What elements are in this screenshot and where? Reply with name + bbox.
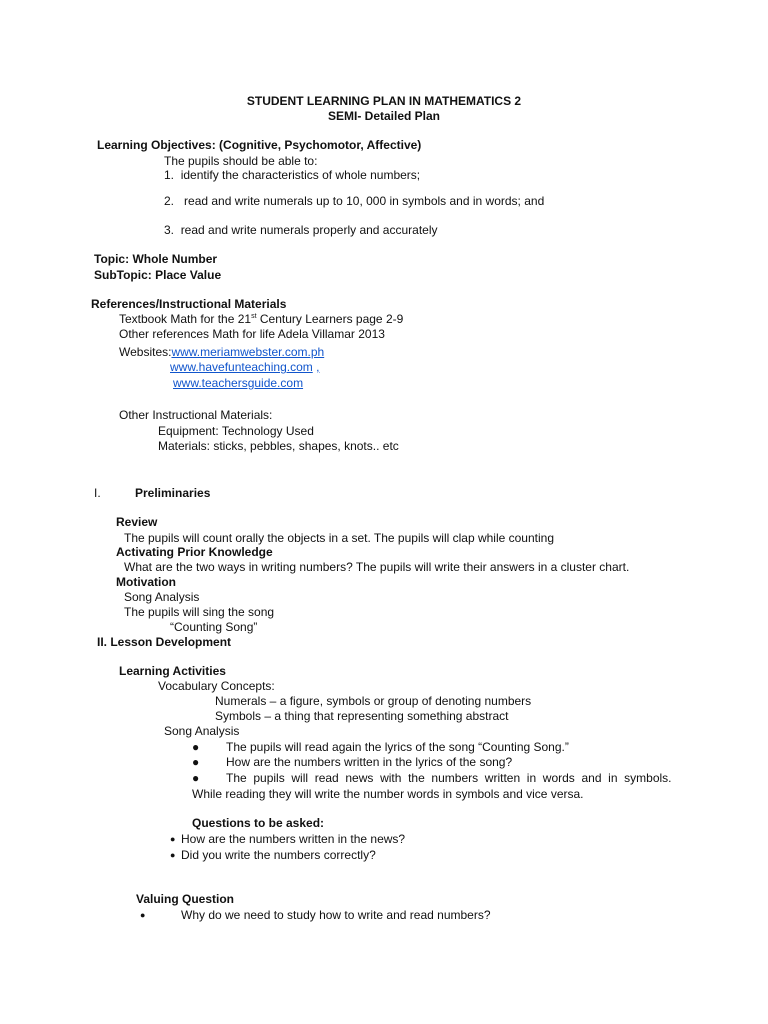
bullet-icon: ● xyxy=(170,850,176,860)
list-item-continuation: While reading they will write the number words in symbols and vice versa. xyxy=(192,787,584,801)
questions-heading: Questions to be asked: xyxy=(192,816,325,830)
document-title: STUDENT LEARNING PLAN IN MATHEMATICS 2 xyxy=(246,94,522,108)
review-heading: Review xyxy=(116,515,158,529)
objective-number: 2. xyxy=(164,194,175,208)
list-item: The pupils will read again the lyrics of the song “Counting Song.” xyxy=(226,740,569,754)
objectives-heading: Learning Objectives: (Cognitive, Psychomotor, Affective) xyxy=(97,138,422,152)
question-item: Did you write the numbers correctly? xyxy=(181,848,376,862)
bullet-icon: ● xyxy=(170,834,176,844)
motivation-line: “Counting Song” xyxy=(170,620,258,634)
vocabulary-item: Numerals – a figure, symbols or group of denoting numbers xyxy=(215,694,532,708)
other-materials-label: Other Instructional Materials: xyxy=(119,408,273,422)
question-item: How are the numbers written in the news? xyxy=(181,832,406,846)
objective-text: read and write numerals up to 10, 000 in symbols and in words; and xyxy=(184,194,545,208)
objective-item xyxy=(164,168,420,183)
vocabulary-item: Symbols – a thing that representing something abstract xyxy=(215,709,509,723)
preliminaries-heading: Preliminaries xyxy=(135,486,211,500)
website-link-meriamwebster[interactable]: www.meriamwebster.com.ph xyxy=(171,345,325,359)
section-numeral: I. xyxy=(94,486,101,500)
bullet-icon: ● xyxy=(192,740,200,754)
objective-item xyxy=(164,223,438,238)
song-analysis-label: Song Analysis xyxy=(164,724,240,738)
bullet-icon: ● xyxy=(140,910,146,920)
topic-line: Topic: Whole Number xyxy=(94,252,218,266)
bullet-icon: ● xyxy=(192,771,200,785)
materials-line: Materials: sticks, pebbles, shapes, knots.. etc xyxy=(158,439,399,453)
textbook-reference: Textbook Math for the 21st Century Learners page 2-9 xyxy=(119,312,404,326)
valuing-question: Why do we need to study how to write and read numbers? xyxy=(181,908,491,922)
ordinal-suffix: st xyxy=(251,313,257,320)
other-reference: Other references Math for life Adela Villamar 2013 xyxy=(119,327,385,341)
vocabulary-label: Vocabulary Concepts: xyxy=(158,679,275,693)
objective-number: 1. xyxy=(164,168,175,182)
website-link-havefunteaching[interactable]: www.havefunteaching.com xyxy=(170,360,313,374)
websites-line xyxy=(170,360,319,375)
website-link-teachersguide[interactable]: www.teachersguide.com xyxy=(173,376,304,390)
prior-knowledge-heading: Activating Prior Knowledge xyxy=(116,545,273,559)
list-item: How are the numbers written in the lyrics of the song? xyxy=(226,755,513,769)
websites-line xyxy=(173,376,303,391)
objective-item xyxy=(164,194,544,209)
motivation-line: The pupils will sing the song xyxy=(124,605,275,619)
objectives-intro: The pupils should be able to: xyxy=(164,154,318,168)
lesson-development-heading: II. Lesson Development xyxy=(97,635,232,649)
document-subtitle: SEMI- Detailed Plan xyxy=(327,109,441,123)
subtopic-line: SubTopic: Place Value xyxy=(94,268,222,282)
motivation-heading: Motivation xyxy=(116,575,176,589)
objective-text: read and write numerals properly and accurately xyxy=(180,223,438,237)
motivation-line: Song Analysis xyxy=(124,590,200,604)
valuing-heading: Valuing Question xyxy=(136,892,235,906)
references-heading: References/Instructional Materials xyxy=(91,297,287,311)
objective-text: identify the characteristics of whole numbers; xyxy=(180,168,421,182)
objective-number: 3. xyxy=(164,223,175,237)
equipment-line: Equipment: Technology Used xyxy=(158,424,314,438)
websites-label: Websites: xyxy=(119,345,172,359)
list-item: The pupils will read news with the numbers written in words and in symbols. xyxy=(226,771,672,785)
websites-line xyxy=(119,345,324,360)
website-link-separator[interactable]: , xyxy=(316,360,320,374)
bullet-icon: ● xyxy=(192,755,200,769)
learning-activities-heading: Learning Activities xyxy=(119,664,226,678)
review-text: The pupils will count orally the objects in a set. The pupils will clap while counting xyxy=(124,531,555,545)
prior-knowledge-text: What are the two ways in writing numbers? The pupils will write their answers in a cluster chart. xyxy=(124,560,630,574)
